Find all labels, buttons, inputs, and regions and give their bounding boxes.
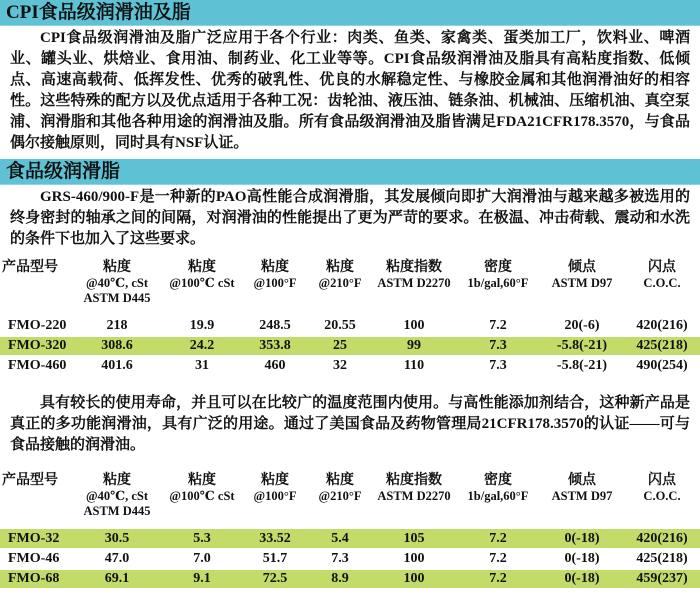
cell-value: 420(216) (636, 317, 688, 333)
table2-header-row (0, 470, 700, 529)
cell-value: 20.55 (324, 317, 356, 333)
cell-value: 7.2 (489, 571, 507, 586)
cell-value: -5.8(-21) (556, 338, 608, 353)
cell-value: 7.0 (193, 551, 211, 566)
cell-value: 72.5 (262, 571, 288, 586)
col-header-viscosity-210f: 粘度 @210°F (318, 473, 362, 503)
col-header-viscosity-100f: 粘度 @100°F (253, 473, 297, 503)
cell-value: 218 (106, 317, 128, 333)
section-title-bar-grease (0, 159, 700, 185)
multipurpose-paragraph: 具有较长的使用寿命，并且可以在比较广的温度范围内使用。与高性能添加剂结合，这种新产品是真正的多功能润滑油，具有广泛的用途。通过了美国食品及药物管理局21CFR178.3570的认证——可与食品接触的润滑油。 (10, 395, 690, 453)
col-header-density: 密度 1b/gal,60°F (467, 260, 529, 290)
cell-value: 353.8 (259, 338, 291, 353)
cell-value: 100 (403, 317, 425, 333)
cell-value: 401.6 (101, 358, 133, 373)
cell-value: 490(254) (636, 358, 688, 373)
cell-value: 7.3 (489, 338, 507, 353)
cell-value: 24.2 (189, 338, 215, 353)
cell-value: 19.9 (189, 317, 215, 333)
cell-value: 32 (333, 358, 347, 373)
cell-model: FMO-460 (8, 358, 67, 373)
cell-value: 69.1 (104, 571, 130, 586)
cell-value: 5.3 (193, 530, 211, 546)
col-header-viscosity-index: 粘度指数 ASTM D2270 (377, 260, 451, 290)
cell-value: 99 (407, 338, 421, 353)
cell-value: 248.5 (259, 317, 291, 333)
col-header-model: 产品型号 (2, 473, 58, 488)
col-header-viscosity-40c: 粘度 @40℃, cSt ASTM D445 (83, 260, 151, 305)
cell-value: 30.5 (104, 530, 130, 546)
cell-model: FMO-46 (8, 551, 60, 566)
cell-value: 33.52 (259, 530, 291, 546)
cell-value: 100 (403, 571, 425, 586)
table-row (0, 549, 700, 569)
table-row (0, 529, 700, 549)
table-row (0, 569, 700, 589)
cell-value: 420(216) (636, 530, 688, 546)
cell-value: 7.2 (489, 530, 507, 546)
cell-model: FMO-68 (8, 571, 60, 586)
table-row (0, 336, 700, 356)
col-header-pour-point: 倾点 ASTM D97 (551, 473, 613, 503)
section-title-bar-oils (0, 0, 700, 26)
cell-model: FMO-32 (8, 530, 60, 546)
grease-intro-paragraph: GRS-460/900-F是一种新的PAO高性能合成润滑脂，其发展倾向即扩大润滑油与越来越多被选用的终身密封的轴承之间的间隔，对润滑油的性能提出了更为严苛的要求。在极温、冲击荷载、震动和水洗的条件下也加入了这些要求。 (10, 189, 690, 247)
col-header-flash-point: 闪点 C.O.C. (643, 260, 681, 290)
col-header-density: 密度 1b/gal,60°F (467, 473, 529, 503)
cell-value: 5.4 (331, 530, 349, 546)
cell-value: 8.9 (331, 571, 349, 586)
oil-spec-table-1 (0, 257, 700, 377)
col-header-viscosity-210f: 粘度 @210°F (318, 260, 362, 290)
cell-value: 0(-18) (564, 571, 600, 586)
oils-intro-paragraph: CPI食品级润滑油及脂广泛应用于各个行业：肉类、鱼类、家禽类、蛋类加工厂，饮料业、啤酒业、罐头业、烘焙业、食用油、制药业、化工业等等。CPI食品级润滑油及脂具有高粘度指数、低倾点、高速高载荷、低挥发性、优秀的破乳性、优良的水解稳定性、与橡胶金属和其他润滑油好的相容性。这些特殊的配方以及优点适用于各种工况：齿轮油、液压油、链条油、机械油、压缩机油、真空泵浦、润滑脂和其他各种用途的润滑油及脂。所有食品级润滑油及脂皆满足FDA21CFR178.3570，与食品偶尔接触原则，同时具有NSF认证。 (10, 30, 690, 151)
cell-value: 25 (333, 338, 347, 353)
cell-value: 7.2 (489, 551, 507, 566)
cell-value: 47.0 (104, 551, 130, 566)
cell-value: 31 (195, 358, 209, 373)
oil-spec-table-2 (0, 470, 700, 590)
cell-value: 110 (403, 358, 425, 373)
section-title-oils: CPI食品级润滑油及脂 (6, 2, 191, 23)
cell-value: 460 (264, 358, 286, 373)
cell-value: 0(-18) (564, 551, 600, 566)
col-header-viscosity-100f: 粘度 @100°F (253, 260, 297, 290)
section-title-grease: 食品级润滑脂 (6, 161, 121, 182)
table-row (0, 316, 700, 336)
cell-value: 459(237) (636, 571, 688, 586)
col-header-viscosity-40c: 粘度 @40℃, cSt ASTM D445 (83, 473, 151, 518)
table1-header-row (0, 257, 700, 316)
cell-value: 100 (403, 551, 425, 566)
cell-value: 425(218) (636, 338, 688, 353)
col-header-viscosity-100c: 粘度 @100℃ cSt (169, 473, 235, 503)
cell-model: FMO-220 (8, 317, 67, 333)
col-header-model: 产品型号 (2, 260, 58, 275)
cell-value: 308.6 (101, 338, 133, 353)
cell-value: 9.1 (193, 571, 211, 586)
col-header-viscosity-index: 粘度指数 ASTM D2270 (377, 473, 451, 503)
col-header-flash-point: 闪点 C.O.C. (643, 473, 681, 503)
cell-value: 0(-18) (564, 530, 600, 546)
cell-value: 51.7 (262, 551, 288, 566)
table-row (0, 356, 700, 376)
cell-value: 7.2 (489, 317, 507, 333)
cell-value: 7.3 (489, 358, 507, 373)
cell-value: 425(218) (636, 551, 688, 566)
cell-value: 20(-6) (564, 317, 600, 333)
col-header-pour-point: 倾点 ASTM D97 (551, 260, 613, 290)
cell-value: 7.3 (331, 551, 349, 566)
col-header-viscosity-100c: 粘度 @100℃ cSt (169, 260, 235, 290)
cell-model: FMO-320 (8, 338, 67, 353)
cell-value: -5.8(-21) (556, 358, 608, 373)
cell-value: 105 (403, 530, 425, 546)
